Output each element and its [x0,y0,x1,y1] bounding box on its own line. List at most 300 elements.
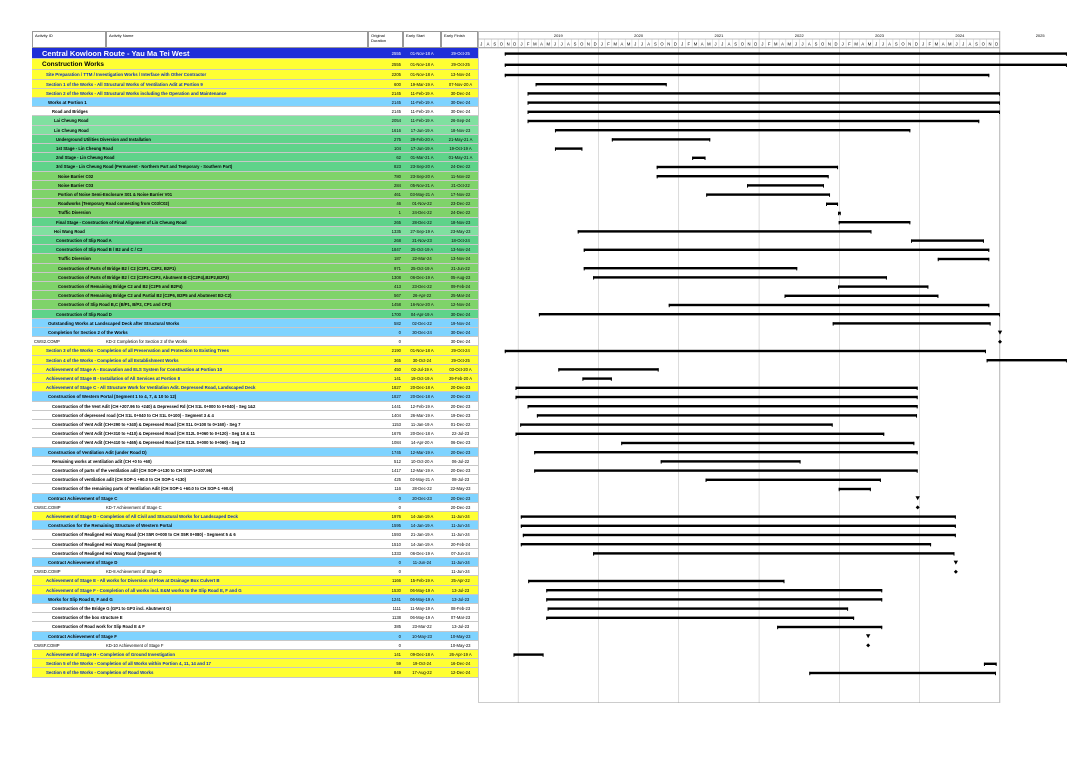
bar-start-cap [515,433,516,436]
bar-start-cap [513,653,514,656]
activity-name [56,218,391,226]
activity-row [32,89,478,98]
column-header-finish: Early Finish [441,31,478,48]
bar-end-cap [955,534,956,537]
activity-bar [558,368,658,370]
activity-name [52,411,387,419]
finish-cell: 29-Oct-25 [451,357,470,363]
year-label: 2022 [794,33,804,38]
start-cell: 01-Nov-18 A [410,72,434,78]
month-label: A [540,41,543,47]
activity-bar [534,469,917,471]
bar-end-cap [853,617,854,620]
activity-bar [536,83,667,85]
finish-cell: 13-Jul-23 [451,624,470,630]
finish-cell: 20-Feb-24 [450,541,471,547]
activity-bar [539,313,1000,315]
month-label: J [560,41,563,47]
start-cell: 17-Jun-19 A [410,146,434,151]
month-label: F [848,41,851,47]
milestone-mark [998,340,1002,344]
start-cell: 02-Dec-22 [412,320,432,326]
activity-name [34,567,369,575]
chart-frame [479,48,1000,703]
activity-name [46,659,381,667]
activity-title: Construction of the Vent Adit (CH +207.96 to +240) & Depressed Rd (CH S1L 0+000 to 0+040) - Seg 1&2 [52,403,256,409]
duration-cell: 116 [394,486,401,492]
activity-row [32,273,478,282]
finish-cell: 10-May-23 [450,642,471,648]
duration-cell: 284 [394,182,401,188]
finish-cell: 01-May-21 A [448,155,473,161]
finish-cell: 21-May-21 A [448,136,473,142]
month-label: F [687,41,691,47]
month-label: F [607,41,610,47]
finish-cell: 20-Dec-23 [450,495,471,501]
activity-row [32,70,478,79]
activity-row [32,632,478,641]
activity-name [56,153,391,161]
bar-end-cap [705,157,706,160]
month-label: N [506,41,510,47]
activity-name [52,438,387,446]
month-label: S [734,41,738,47]
activity-row [32,641,478,650]
bar-start-cap [661,460,662,463]
duration-cell: 512 [394,458,401,464]
activity-bar [584,267,797,269]
activity-row [32,282,478,291]
bar-start-cap [505,52,506,55]
finish-cell: 18-Nov-23 [450,219,471,225]
activity-bar [515,396,917,398]
activity-row [32,659,478,668]
finish-cell: 30-Dec-24 [450,90,471,96]
start-cell: 23-Mar-22 [412,624,432,630]
finish-cell: 05-Aug-23 [450,274,471,280]
bar-end-cap [847,607,848,610]
activity-row [32,356,478,365]
finish-cell: 30-Dec-24 [450,100,471,105]
milestone-marker [866,634,870,638]
activity-title: Outstanding Works at Landscaped Deck after Structural Works [48,320,180,326]
finish-cell: 29-Oct-24 [451,348,470,354]
finish-cell: 22-May-23 [450,486,471,492]
activity-bar [777,626,882,628]
duration-cell: 600 [394,81,401,87]
month-label: J [640,41,644,47]
duration-cell: 1510 [391,541,401,547]
month-label: D [914,41,918,47]
bar-start-cap [593,552,594,555]
start-cell: 09-Dec-18 A [410,652,434,657]
activity-bar [520,423,833,425]
activity-title: Achievement of Stage H - Completion of Ground Investigation [46,652,176,657]
activity-title: Road and Bridges [52,109,88,115]
activity-title: Construction Works [42,61,104,69]
milestone-mark [954,570,958,574]
month-label: A [807,41,811,47]
activity-name [56,245,391,253]
activity-title: Noise Barrier C03 [58,182,94,188]
bar-end-cap [930,543,931,546]
start-cell: 04-Apr-19 A [410,311,434,317]
bar-start-cap [534,469,535,472]
bar-end-cap [883,433,884,436]
duration-cell: 0 [398,330,401,335]
activity-name [56,135,391,143]
finish-cell: 13-Nov-24 [450,256,471,262]
duration-cell: 385 [394,624,401,630]
activity-bar [546,617,854,619]
month-label: J [875,41,878,47]
activity-row [32,521,478,530]
finish-cell: 11-Jun-24 [451,532,470,538]
activity-row [32,429,478,438]
activity-title: Noise Barrier C02 [58,173,94,179]
bar-start-cap [520,423,521,426]
month-label: S [653,41,657,47]
bar-end-cap [917,396,918,399]
start-cell: 27-Sep-19 A [410,228,434,234]
bar-end-cap [916,414,917,417]
activity-title: Achievement of Stage D - Completion of All Civil and Structural Works for Landscaped Deck [46,514,239,519]
start-cell: 06-May-19 A [410,596,434,602]
activity-bar [505,64,1067,66]
activity-title: Section 5 of the Works - Completion of all Works within Portion 4, 11, 14 and 17 [46,661,212,667]
activity-name [52,457,387,465]
duration-cell: 1417 [391,468,401,473]
start-cell: 26-Mar-19 A [410,412,434,418]
start-cell: 11-Feb-19 A [410,109,434,115]
month-label: M [693,41,698,47]
start-cell: 28-Dec-22 [412,219,432,225]
start-cell: 14-Jan-19 A [410,514,434,519]
start-cell: 10-May-23 [411,633,432,639]
activity-title: Achievement of Stage F - Completion of all works incl. E&M works to the Slip Road E, F and G [46,587,242,593]
activity-row [32,475,478,484]
gantt-chart [478,31,1045,703]
bar-end-cap [999,313,1000,316]
duration-cell: 1745 [391,449,401,455]
start-cell: 20-Dec-23 [412,495,432,501]
month-label: A [861,41,865,47]
activity-title: Section 4 of the Works - Completion of all Establishment Works [46,357,179,363]
duration-cell: 1138 [391,615,401,621]
activity-id: CWSD.COMP [34,569,61,575]
activity-name [46,365,381,373]
activity-bar [706,479,881,481]
bar-start-cap [657,175,658,178]
activity-title: Construction of the box structure E [52,615,123,621]
bar-start-cap [578,230,579,233]
activity-row [32,245,478,254]
activity-name [58,199,393,207]
activity-name [58,264,393,272]
finish-cell: 29-Oct-25 [451,51,470,56]
bar-end-cap [985,350,986,353]
activity-bar [505,350,986,352]
duration-cell: 450 [394,366,401,372]
duration-cell: 1404 [391,412,401,418]
finish-cell: 20-Dec-23 [450,403,471,409]
month-label: J [921,41,925,47]
start-cell: 23-Sep-20 A [410,173,434,179]
month-label: J [520,41,523,47]
month-label: J [962,41,965,47]
activity-bar [513,653,543,655]
year-label: 2019 [553,33,563,38]
activity-title: Works for Slip Road E, F and G [48,596,113,602]
duration-cell: 0 [398,495,401,501]
duration-cell: 849 [394,670,401,676]
finish-cell: 19-Dec-23 [450,412,471,418]
activity-name [46,512,381,520]
activity-title: Construction of the remaining parts of Ventilation Adit (CH SOP-1 +60.0 to CH SOP-1 +90.0) [52,486,234,492]
bar-start-cap [505,64,506,67]
activity-name [52,549,387,557]
duration-cell: 2145 [391,90,401,96]
activity-title: Lin Cheung Road [54,127,89,133]
activity-row [32,494,478,503]
month-label: J [794,41,797,47]
activity-name [46,70,381,78]
month-label: D [754,41,758,47]
activity-title: Traffic Diversion [58,256,91,262]
activity-row [32,346,478,355]
duration-cell: 0 [398,633,401,639]
duration-cell: 62 [396,155,401,161]
activity-bar [546,598,882,600]
month-label: O [499,41,504,47]
finish-cell: 10-May-23 [450,633,471,639]
month-label: N [988,41,992,47]
bar-end-cap [611,377,612,380]
start-cell: 22-Mar-24 [412,256,432,262]
month-label: J [801,41,804,47]
activity-row [32,503,478,512]
activity-name [46,668,381,676]
start-cell: 15-Feb-19 A [410,578,434,584]
duration-cell: 1827 [391,394,401,400]
start-cell: 03-May-21 A [410,192,434,197]
activity-name [46,650,381,658]
activity-row [32,218,478,227]
activity-title: Section 1 of the Works - All Structural Works of Ventilation Adit at Portion 9 [46,81,203,87]
finish-cell: 30-Dec-24 [450,109,471,115]
activity-title: Site Preparation / TTM / Investigation Works / Interface with Other Contractor [46,72,207,78]
start-cell: 14-Jan-19 A [410,541,434,547]
month-label: J [714,41,717,47]
bar-end-cap [917,405,918,408]
finish-cell: 06-Dec-23 [450,440,471,446]
month-label: M [626,41,631,47]
activity-bar [833,322,991,324]
bar-end-cap [832,423,833,426]
finish-cell: 12-Nov-24 [450,302,471,308]
finish-cell: 30-Dec-24 [450,330,471,335]
activity-title: Achievement of Stage A - Excavation and ELS System for Construction at Portion 10 [46,366,223,372]
month-label: M [613,41,617,47]
bar-start-cap [555,147,556,150]
activity-name [54,227,389,235]
activity-title: Construction of Realigned Hoi Wang Road (Segment 8) [52,541,162,547]
start-cell: 28-Dec-22 [412,486,432,492]
activity-bar [669,304,990,306]
duration-cell: 265 [394,219,401,225]
activity-bar [528,111,1000,113]
bar-start-cap [528,92,529,95]
bar-start-cap [911,239,912,242]
bar-start-cap [809,672,810,675]
finish-cell: 16-Dec-24 [450,661,471,667]
bar-end-cap [990,322,991,325]
duration-cell: 2054 [391,118,401,124]
bar-start-cap [584,249,585,252]
activity-name [52,484,387,492]
start-cell: 14-Jan-19 A [410,523,434,529]
finish-cell: 30-Dec-24 [450,311,471,317]
activity-row [32,549,478,558]
activity-row [32,199,478,208]
activity-row [32,595,478,604]
activity-name [34,641,369,649]
duration-cell: 1441 [391,403,401,409]
start-cell: 21-Jan-19 A [410,532,434,538]
start-cell: 06-Dec-19 A [410,274,434,280]
activity-row [32,530,478,539]
finish-cell: 25-Apr-22 [451,578,470,584]
finish-cell: 23-Dec-22 [450,201,471,207]
finish-cell: 07-Mar-23 [450,615,471,621]
activity-title: Construction of Western Portal (Segment 1 to 4, 7, & 10 to 12) [48,394,177,400]
bar-start-cap [505,74,506,77]
bar-start-cap [838,285,839,288]
activity-name [58,291,393,299]
activity-row [32,466,478,475]
bar-start-cap [839,221,840,224]
month-label: J [634,41,637,47]
activity-bar [528,92,1000,94]
activity-title: Construction of Parts of Bridge B2 / C2 (C2P1, C2P2, B2P1) [58,265,176,271]
activity-name [52,429,387,437]
finish-cell: 11-Jun-24 [451,523,470,529]
duration-cell: 461 [394,192,401,197]
activity-row [32,328,478,337]
bar-start-cap [838,212,839,215]
finish-cell: 11-Jun-24 [451,560,470,565]
start-cell: 11-Jun-24 [412,560,432,565]
activity-name [46,383,381,391]
duration-cell: 141 [394,652,401,657]
finish-cell: 12-Dec-24 [450,670,471,676]
bar-end-cap [1066,52,1067,55]
finish-cell: 30-Dec-24 [450,339,471,345]
month-label: A [727,41,731,47]
activity-name [34,337,369,345]
start-cell: 23-Dec-22 [412,284,432,289]
bar-start-cap [546,589,547,592]
activity-name [42,59,377,67]
activity-title: Construction of parts of the ventilation adit (CH SOP-1+130 to CH SOP-1+207.96) [52,468,213,473]
finish-cell: 11-Jun-24 [451,569,470,575]
bar-start-cap [546,598,547,601]
activity-bar [987,359,1067,361]
start-cell: 06-May-19 A [410,587,434,593]
activity-name [48,98,383,106]
duration-cell: 971 [394,265,401,271]
bar-end-cap [709,138,710,141]
start-cell: 10-Oct-20 A [410,458,434,464]
activity-title: Traffic Diversion [58,210,91,216]
duration-cell: 0 [398,504,401,510]
bar-end-cap [880,479,881,482]
activity-name [48,632,383,640]
bar-start-cap [536,83,537,86]
duration-cell: 2555 [391,62,401,68]
finish-cell: 25-Mar-24 [450,293,471,299]
activity-id: CWS2.COMP [34,339,60,345]
activity-bar [578,230,872,232]
activity-title: Construction of Vent Adit (CH+310 to +410) & Depressed Road (CH S12L 0+060 to 0+120) - Seg 10 & 11 [52,431,255,437]
start-cell: 01-Mar-21 A [410,155,434,161]
activity-row [32,558,478,567]
activity-bar [537,414,917,416]
duration-cell: 0 [398,339,401,345]
duration-cell: 1111 [392,606,401,611]
activity-bar [555,129,910,131]
month-label: N [586,41,590,47]
month-label: D [834,41,838,47]
bar-end-cap [909,129,910,132]
start-cell: 12-Mar-19 A [410,449,434,455]
activity-bar [546,589,882,591]
month-label: O [901,41,905,47]
bar-start-cap [747,184,748,187]
activity-name [46,374,381,382]
bar-end-cap [999,92,1000,95]
start-cell: 20-Dec-18 A [410,385,434,391]
finish-cell: 06-Jul-22 [451,458,470,464]
start-cell: 01-Nov-18 A [410,51,434,56]
duration-cell: 1084 [391,440,401,446]
activity-row [32,484,478,493]
start-cell: 20-Dec-18 A [410,431,434,437]
activity-title: Contract Achievement of Stage D [48,560,118,565]
duration-cell: 59 [396,661,401,667]
bar-end-cap [837,166,838,169]
bar-end-cap [796,267,797,270]
year-label: 2021 [714,33,724,38]
bar-start-cap [539,313,540,316]
activity-bar [534,451,917,453]
duration-cell: 2205 [391,72,401,78]
activity-row [32,190,478,199]
duration-cell: 0 [398,560,401,565]
duration-cell: 1827 [391,385,401,391]
month-label: M [867,41,872,47]
start-cell: 20-Dec-18 A [410,394,434,400]
bar-end-cap [886,276,887,279]
finish-cell: 01-Dec-22 [450,422,471,427]
bar-end-cap [995,672,996,675]
activity-row [32,208,478,217]
bar-end-cap [988,304,989,307]
activity-title: Works at Portion 1 [48,100,87,105]
month-label: O [660,41,664,47]
duration-cell: 0 [398,642,401,648]
start-cell: 19-Oct-24 [412,661,432,667]
